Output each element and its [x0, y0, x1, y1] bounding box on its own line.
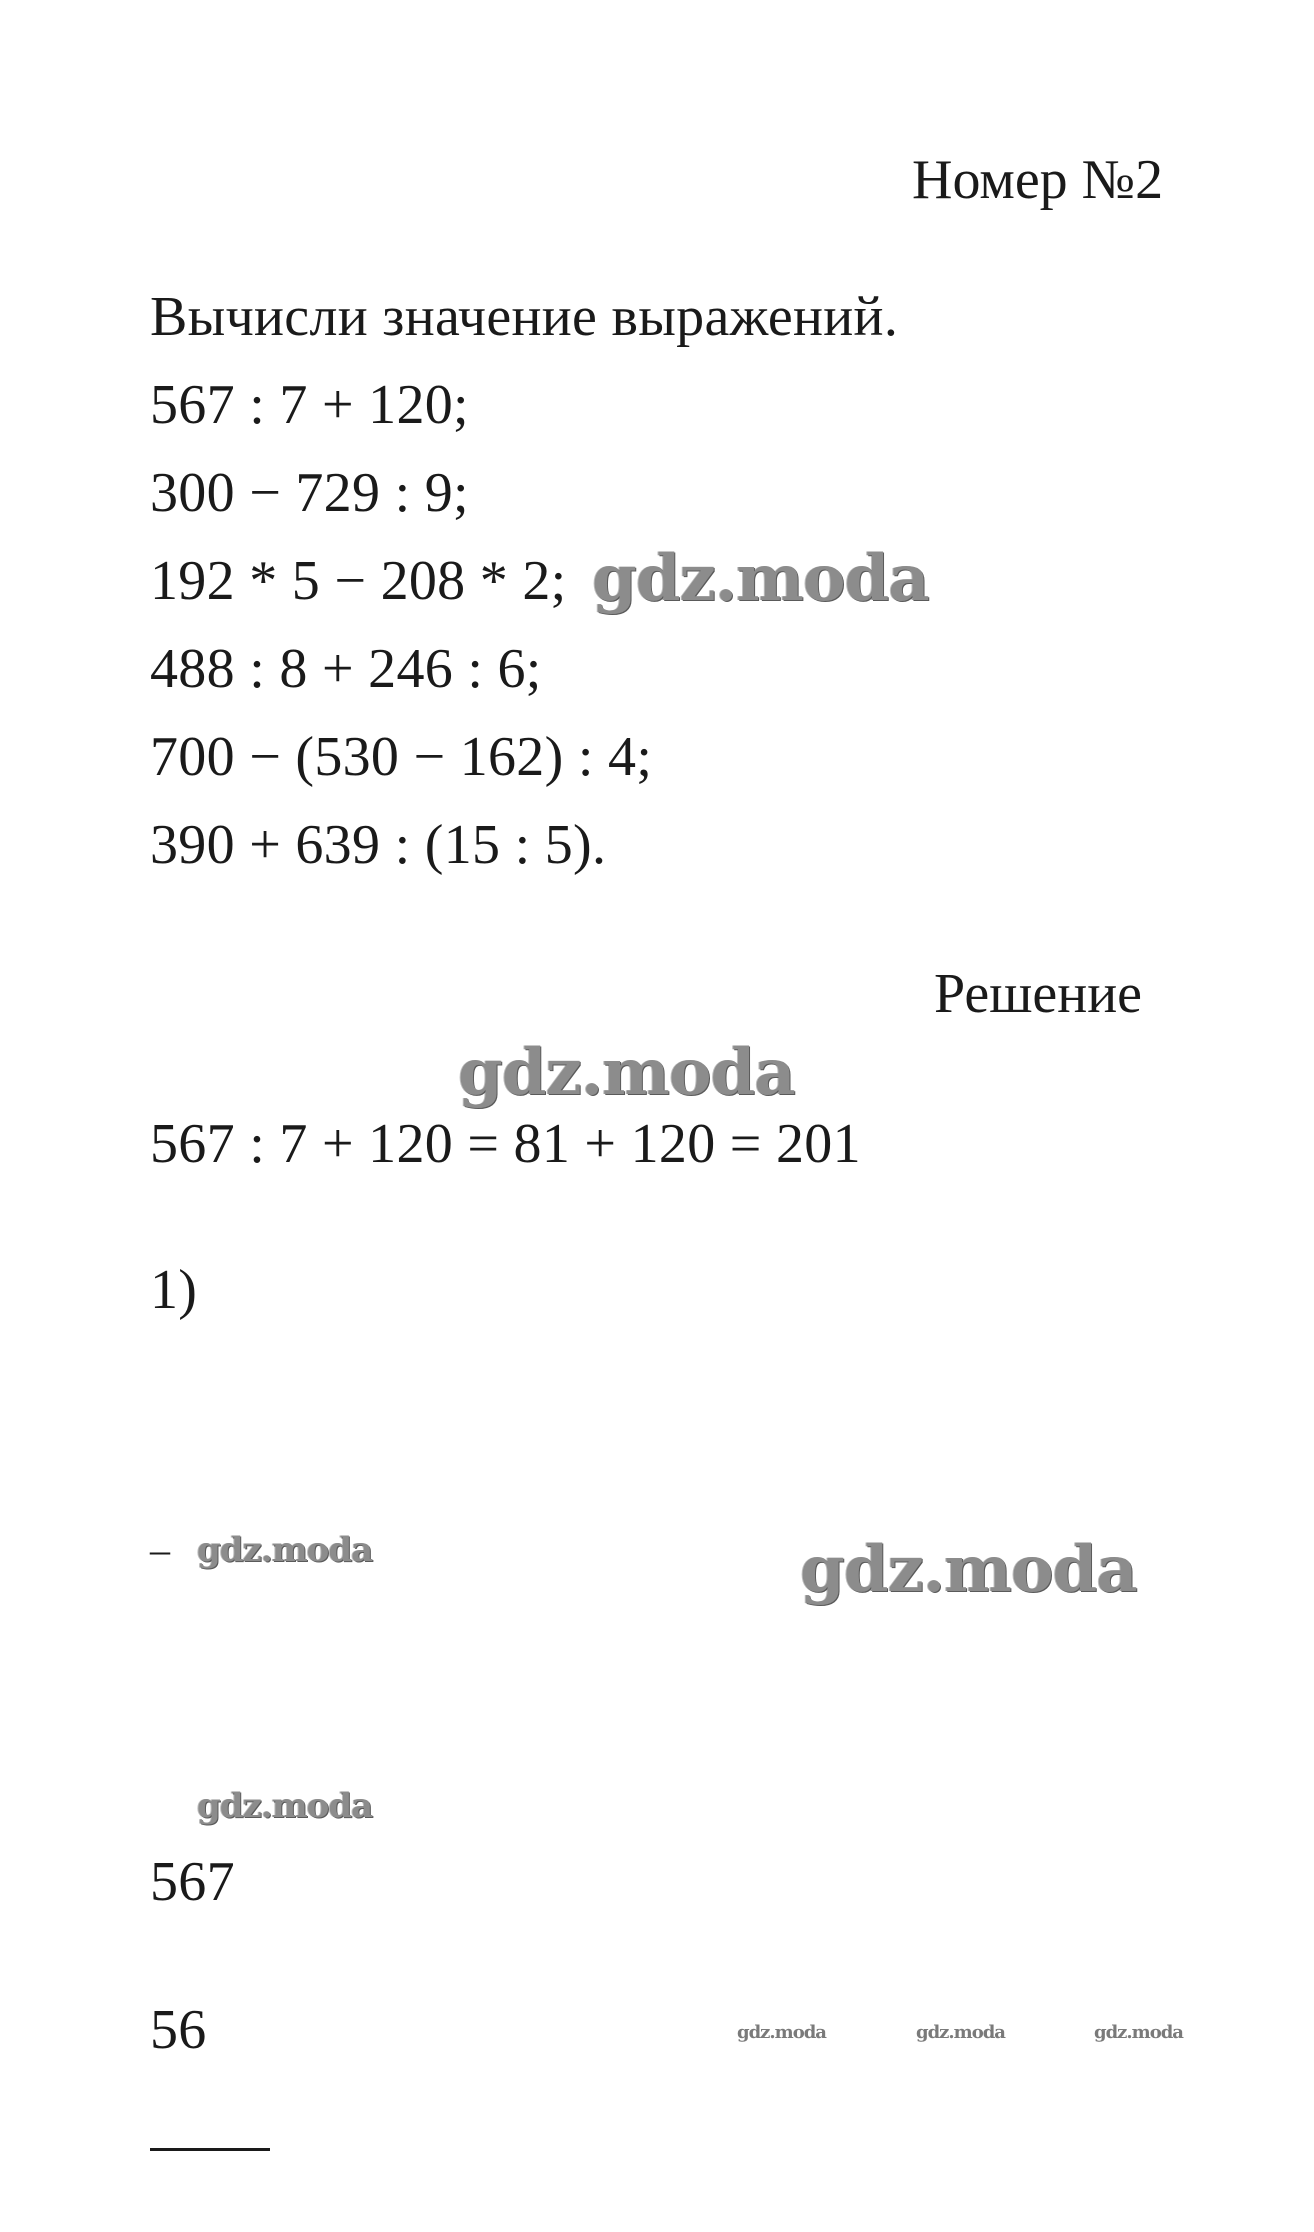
expression-6: 390 + 639 : (15 : 5).: [150, 814, 607, 876]
dividend-value: 567: [150, 1851, 235, 1913]
solution-line-1: 567 : 7 + 120 = 81 + 120 = 201: [150, 1113, 861, 1175]
watermark-logo: gdz.moda: [197, 1530, 373, 1570]
watermark-logo: gdz.moda: [916, 2022, 1005, 2043]
watermark-logo: gdz.moda: [197, 1786, 373, 1826]
watermark-logo: gdz.moda: [458, 1035, 795, 1110]
solution-heading: Решение: [934, 963, 1143, 1025]
subtrahend-value: 56: [150, 1999, 207, 2061]
division-underline: [150, 2148, 270, 2151]
expression-2: 300 − 729 : 9;: [150, 462, 469, 524]
watermark-logo: gdz.moda: [1094, 2022, 1183, 2043]
watermark-logo: gdz.moda: [737, 2022, 826, 2043]
minus-sign: –: [150, 1527, 171, 1572]
expression-1: 567 : 7 + 120;: [150, 374, 469, 436]
task-instruction: Вычисли значение выражений.: [150, 286, 899, 348]
expression-5: 700 − (530 − 162) : 4;: [150, 726, 653, 788]
expression-4: 488 : 8 + 246 : 6;: [150, 638, 542, 700]
watermark-logo: gdz.moda: [592, 541, 929, 616]
problem-number: Номер №2: [912, 149, 1164, 211]
solution-step-label: 1): [150, 1259, 198, 1321]
expression-3: 192 * 5 − 208 * 2;: [150, 550, 567, 612]
watermark-logo: gdz.moda: [800, 1532, 1137, 1607]
